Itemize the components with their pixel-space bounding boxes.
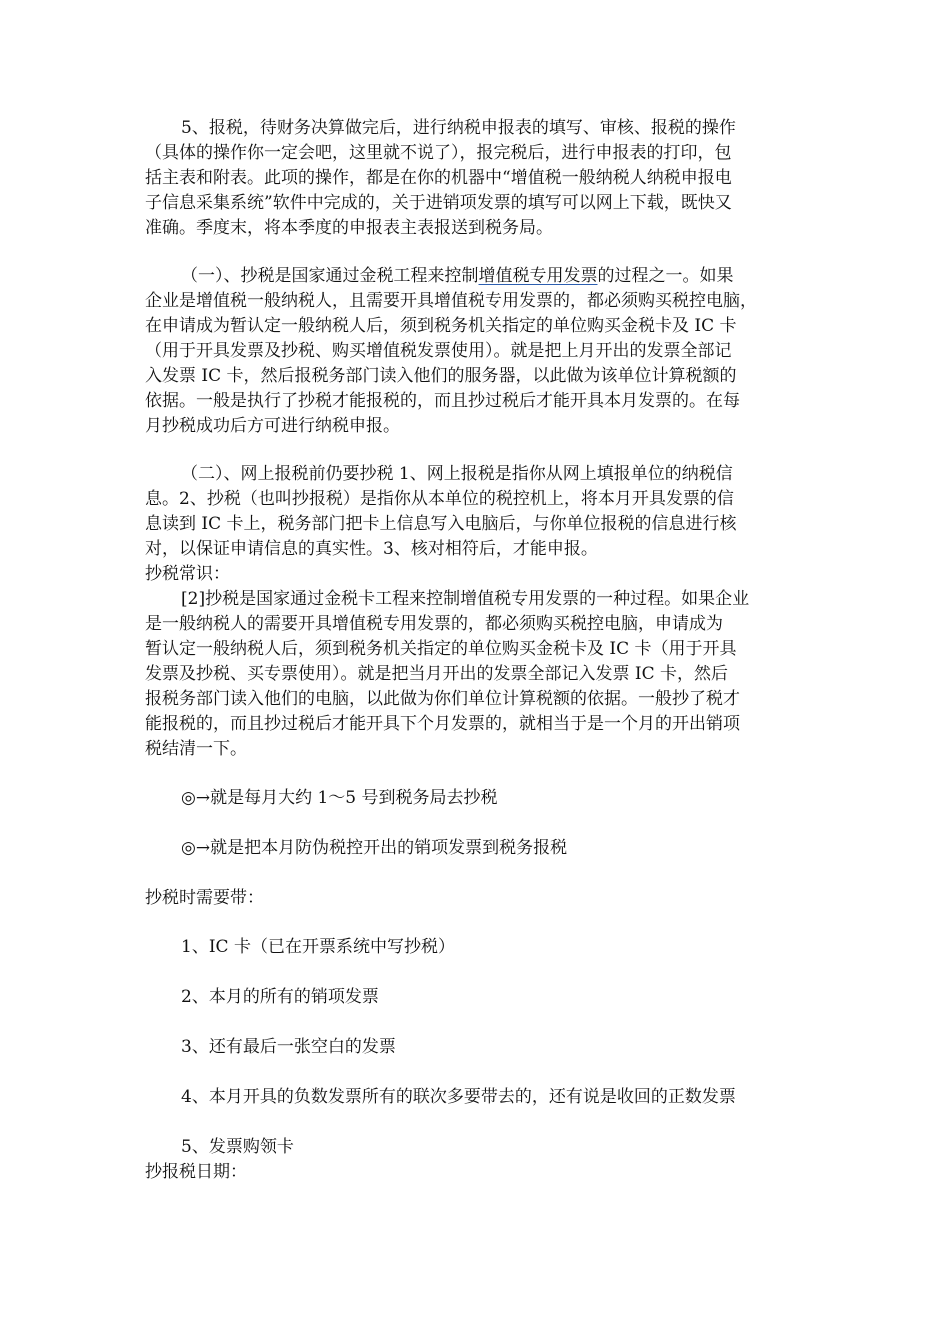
bullet-line: ◎→就是每月大约 1～5 号到税务局去抄税 xyxy=(181,788,498,808)
paragraph-line: 对，以保证申请信息的真实性。3、核对相符后，才能申报。 xyxy=(145,539,598,559)
paragraph-line: 报税务部门读入他们的电脑，以此做为你们单位计算税额的依据。一般抄了税才 xyxy=(145,689,740,709)
paragraph-line: 税结清一下。 xyxy=(145,739,247,759)
list-item: 5、发票购领卡 xyxy=(181,1137,294,1157)
text-before-link: （一）、抄税是国家通过金税工程来控制 xyxy=(181,266,479,286)
section-heading: 抄税常识： xyxy=(145,564,230,584)
paragraph-line: 依据。一般是执行了抄税才能报税的，而且抄过税后才能开具本月发票的。在每 xyxy=(145,391,740,411)
paragraph-line: 企业是增值税一般纳税人，且需要开具增值税专用发票的，都必须购买税控电脑， xyxy=(145,291,757,311)
paragraph-line: （二）、网上报税前仍要抄税 1、网上报税是指你从网上填报单位的纳税信 xyxy=(181,464,733,484)
list-item: 4、本月开具的负数发票所有的联次多要带去的，还有说是收回的正数发票 xyxy=(181,1087,736,1107)
vat-invoice-link[interactable]: 增值税专用发票 xyxy=(478,266,598,286)
paragraph-line-with-link xyxy=(181,264,815,289)
list-item: 1、IC 卡（已在开票系统中写抄税） xyxy=(181,937,455,957)
section-heading: 抄报税日期： xyxy=(145,1162,247,1182)
paragraph-line: 括主表和附表。此项的操作，都是在你的机器中“增值税一般纳税人纳税申报电 xyxy=(145,168,732,188)
section-heading: 抄税时需要带： xyxy=(145,888,264,908)
paragraph-line: 准确。季度末，将本季度的申报表主表报送到税务局。 xyxy=(145,218,553,238)
paragraph-line: （具体的操作你一定会吧，这里就不说了），报完税后，进行申报表的打印，包 xyxy=(145,143,732,163)
paragraph-line: 在申请成为暂认定一般纳税人后，须到税务机关指定的单位购买金税卡及 IC 卡 xyxy=(145,316,737,336)
paragraph-line: 发票及抄税、买专票使用）。就是把当月开出的发票全部记入发票 IC 卡，然后 xyxy=(145,664,729,684)
text-after-link: 的过程之一。如果 xyxy=(597,266,734,286)
bullet-line: ◎→就是把本月防伪税控开出的销项发票到税务报税 xyxy=(181,838,568,858)
paragraph-line: 息。2、抄税（也叫抄报税）是指你从本单位的税控机上，将本月开具发票的信 xyxy=(145,489,734,509)
paragraph-line: 能报税的，而且抄过税后才能开具下个月发票的，就相当于是一个月的开出销项 xyxy=(145,714,740,734)
paragraph-line: 息读到 IC 卡上，税务部门把卡上信息写入电脑后，与你单位报税的信息进行核 xyxy=(145,514,737,534)
list-item: 3、还有最后一张空白的发票 xyxy=(181,1037,396,1057)
paragraph-line: 月抄税成功后方可进行纳税申报。 xyxy=(145,416,400,436)
paragraph-line: 入发票 IC 卡，然后报税务部门读入他们的服务器，以此做为该单位计算税额的 xyxy=(145,366,737,386)
list-item: 2、本月的所有的销项发票 xyxy=(181,987,379,1007)
paragraph-line: [2]抄税是国家通过金税卡工程来控制增值税专用发票的一种过程。如果企业 xyxy=(181,589,750,609)
paragraph-line: （用于开具发票及抄税、购买增值税发票使用）。就是把上月开出的发票全部记 xyxy=(145,341,732,361)
paragraph-line: 子信息采集系统”软件中完成的，关于进销项发票的填写可以网上下载，既快又 xyxy=(145,193,732,213)
paragraph-line: 暂认定一般纳税人后，须到税务机关指定的单位购买金税卡及 IC 卡（用于开具 xyxy=(145,639,737,659)
paragraph-line: 5、报税，待财务决算做完后，进行纳税申报表的填写、审核、报税的操作 xyxy=(181,118,736,138)
paragraph-line: 是一般纳税人的需要开具增值税专用发票的，都必须购买税控电脑，申请成为 xyxy=(145,614,723,634)
